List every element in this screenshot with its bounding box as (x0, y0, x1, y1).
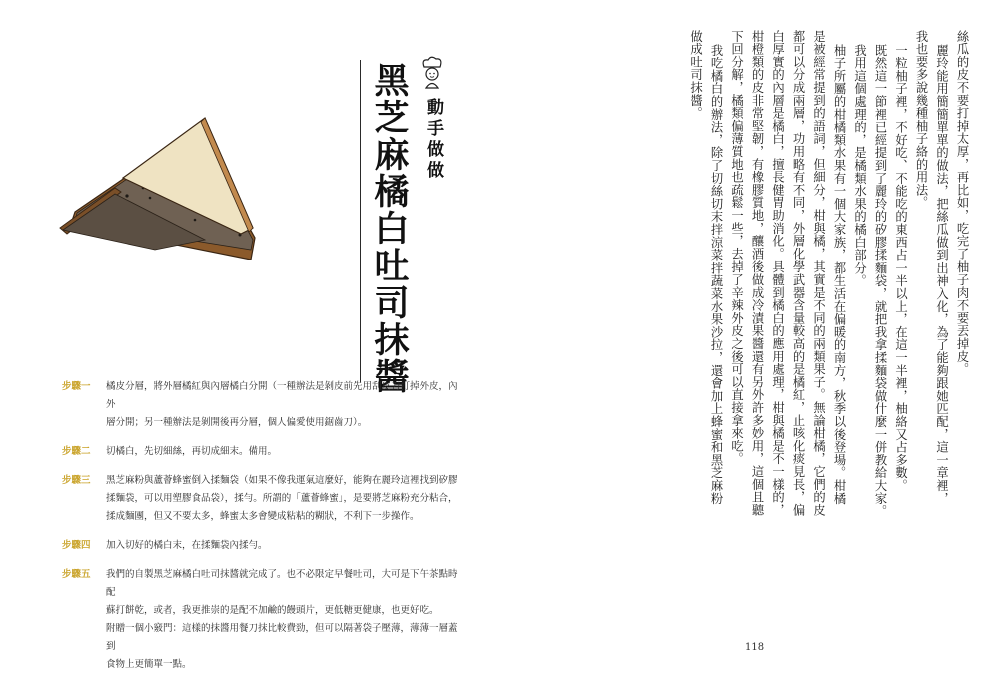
paragraph: 絲瓜的皮不要打掉太厚，再比如，吃完了柚子肉不要丟掉皮。 (955, 30, 969, 376)
toast-illustration (55, 100, 260, 260)
step-line: 橘皮分層，將外層橘紅與內層橘白分開（一種辦法是剝皮前先用刮皮刀打掉外皮，內外 (106, 381, 458, 410)
step-line: 蘇打餅乾，或者，我更推崇的是配不加鹼的饅頭片，更低糖更健康，也更好吃。 (106, 605, 439, 616)
step-label: 步驟五 (62, 569, 91, 580)
step-label: 步驟三 (62, 475, 91, 486)
subheading: 動手做做 (423, 98, 443, 182)
paragraph: 都可以分成兩層，功用略有不同，外層化學武器含量較高的是橘紅，止咳化痰見長，偏 (791, 30, 805, 517)
step-line: 加入切好的橘白末，在揉麵袋內揉勻。 (106, 540, 268, 551)
step-item (62, 566, 462, 674)
paragraph: 我用這個處理的，是橘類水果的橘白部分。 (852, 43, 867, 287)
step-line: 我們的自製黑芝麻橘白吐司抹醬就完成了。也不必限定早餐吐司，大可是下午茶點時配 (106, 569, 458, 598)
step-text (106, 472, 462, 526)
paragraph: 做成吐司抹醬。 (688, 30, 703, 120)
step-label: 步驟四 (62, 540, 91, 551)
step-line: 食物上更簡單一點。 (106, 659, 192, 670)
paragraph: 既然這一節裡已經提到了麗玲的矽膠揉麵袋，就把我拿揉麵袋做什麼一併教給大家。 (873, 43, 887, 518)
paragraph: 柚子所屬的柑橘類水果有一個大家族，都生活在偏暖的南方，秋季以後登場。柑橘 (832, 43, 846, 505)
paragraph: 一粒柚子裡，不好吃、不能吃的東西占一半以上，在這一半裡，柚絡又占多數。 (893, 43, 908, 492)
step-line: 揉麵袋，可以用塑膠食品袋），揉勻。所謂的「蘆薈蜂蜜」，是要將芝麻粉充分粘合， (106, 493, 458, 504)
page-number: 118 (745, 642, 765, 653)
step-label: 步驟一 (62, 381, 91, 392)
steps-list (62, 378, 462, 685)
body-text (685, 30, 972, 620)
paragraph: 下回分解，橘類偏薄質地也疏鬆一些，去掉了辛辣外皮之後可以直接拿來吃。 (729, 30, 744, 466)
paragraph: 是被經常提到的語詞，但細分，柑與橘，其實是不同的兩類果子。無論柑橘，它們的皮 (811, 30, 826, 517)
step-line: 層分開；另一種辦法是剝開後再分層，個人偏愛使用鋸齒刀）。 (106, 417, 368, 428)
step-text (106, 537, 462, 555)
step-line: 附贈一個小竅門：這樣的抹醬用餐刀抹比較費勁，但可以隔著袋子壓薄，薄薄一層蓋到 (106, 623, 458, 652)
paragraph: 我也要多說幾種柚子絡的用法。 (914, 30, 928, 210)
chef-icon (418, 55, 446, 91)
step-line: 切橘白，先切細絲，再切成細末。備用。 (106, 446, 278, 457)
paragraph: 白厚實的內層是橘白，擅長健胃助消化。具體到橘白的應用處理，柑與橘是不一樣的， (770, 30, 785, 517)
title-divider (360, 60, 361, 382)
step-text (106, 443, 462, 461)
step-label: 步驟二 (62, 446, 91, 457)
step-text (106, 566, 462, 674)
page-title: 黑芝麻橘白吐司抹醬 (369, 62, 410, 395)
paragraph: 柑橙類的皮非常堅韌，有橡膠質地，釀酒後做成冷漬果醬還有另外許多妙用，這個且聽 (750, 30, 764, 517)
paragraph: 麗玲能用簡簡單單的做法，把絲瓜做到出神入化，為了能夠跟她匹配，這一章裡， (934, 43, 949, 505)
paragraph: 我吃橘白的辦法，除了切絲切末拌涼菜拌蔬菜水果沙拉，還會加上蜂蜜和黑芝麻粉 (709, 43, 723, 505)
left-page (0, 0, 500, 676)
step-line: 黑芝麻粉與蘆薈蜂蜜倒入揉麵袋（如果不像我運氣這麼好，能夠在麗玲這裡找到矽膠 (106, 475, 458, 486)
step-text (106, 378, 462, 432)
step-item (62, 378, 462, 432)
step-item (62, 537, 462, 555)
step-item (62, 472, 462, 526)
step-line: 揉成麵團，但又不要太多，蜂蜜太多會變成粘粘的糊狀，不利下一步操作。 (106, 511, 420, 522)
step-item (62, 443, 462, 461)
right-page (500, 0, 1000, 676)
